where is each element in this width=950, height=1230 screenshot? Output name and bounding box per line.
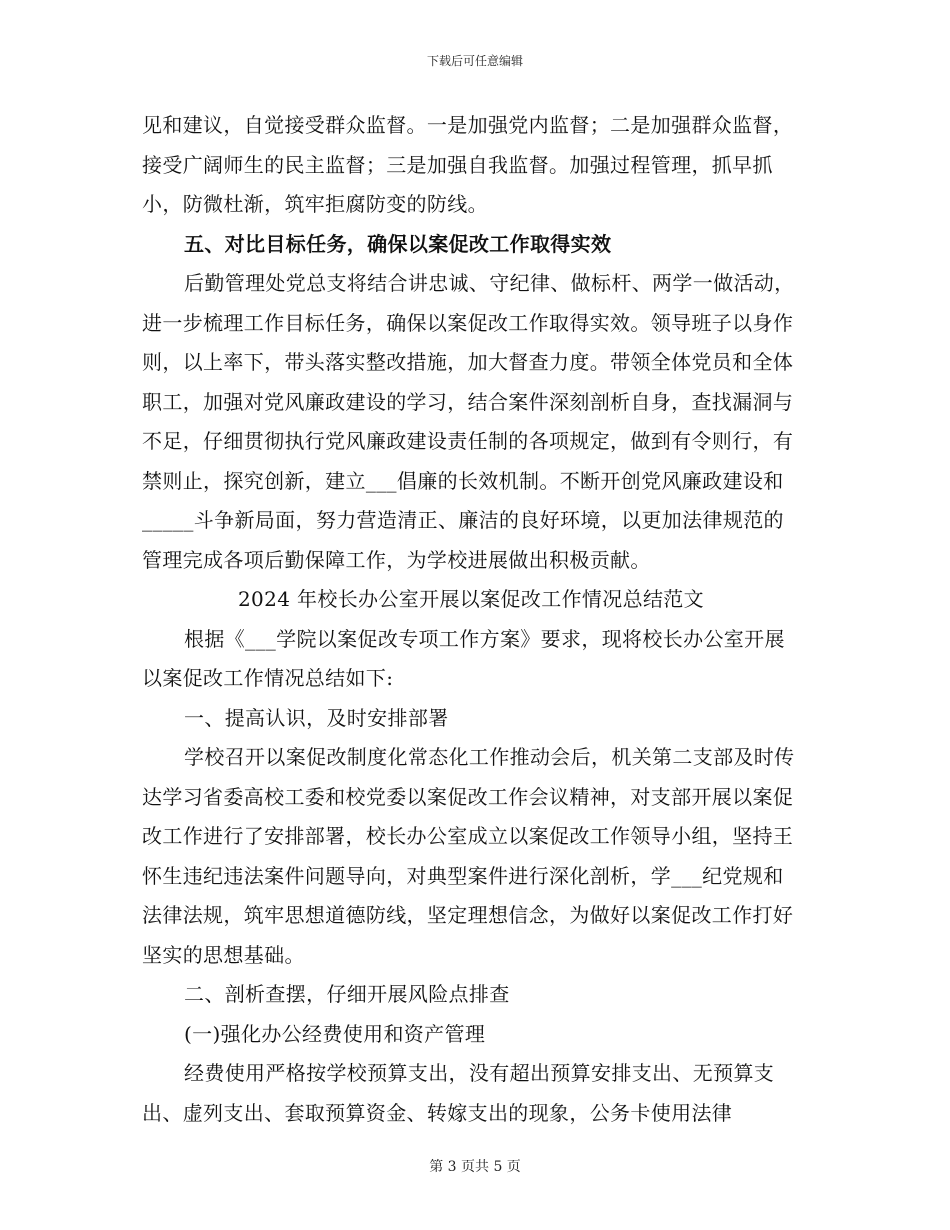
subsection-heading: (一)强化办公经费使用和资产管理	[184, 1021, 486, 1046]
paragraph: 学校召开以案促改制度化常态化工作推动会后，机关第二支部及时传达学习省委高校工委和校党委以案促改工作会议精神，对支部开展以案促改工作进行了安排部署，校长办公室成立以案促改工作领导小组，坚持王怀生违纪违法案件问题导向，对典型案件进行深化剖析，学___纪党规和法律法规，筑牢思想道德防线，坚定理想信念，为做好以案促改工作打好坚实的思想基础。	[142, 745, 795, 967]
section-heading: 一、提高认识，及时安排部署	[184, 705, 449, 730]
document-body	[142, 106, 800, 1133]
section-heading: 二、剖析查摆，仔细开展风险点排查	[184, 982, 510, 1006]
document-title: 2024 年校长办公室开展以案促改工作情况总结范文	[237, 587, 704, 611]
paragraph: 根据《___学院以案促改专项工作方案》要求，现将校长办公室开展以案促改工作情况总结如下:	[142, 626, 785, 690]
paragraph: 后勤管理处党总支将结合讲忠诚、守纪律、做标杆、两学一做活动，进一步梳理工作目标任务，确保以案促改工作取得实效。领导班子以身作则，以上率下，带头落实整改措施，加大督查力度。带领全体党员和全体职工，加强对党风廉政建设的学习，结合案件深刻剖析自身，查找漏洞与不足，仔细贯彻执行党风廉政建设责任制的各项规定，做到有令则行，有禁则止，探究创新，建立___倡廉的长效机制。不断开创党风廉政建设和_____斗争新局面，努力营造清正、廉洁的良好环境，以更加法律规范的管理完成各项后勤保障工作，为学校进展做出积极贡献。	[142, 271, 795, 572]
page-header: 下载后可任意编辑	[426, 54, 523, 68]
paragraph: 经费使用严格按学校预算支出，没有超出预算安排支出、无预算支出、虚列支出、套取预算资金、转嫁支出的现象，公务卡使用法律	[142, 1061, 775, 1125]
page-footer: 第 3 页共 5 页	[429, 1159, 521, 1175]
paragraph: 见和建议，自觉接受群众监督。一是加强党内监督；二是加强群众监督，接受广阔师生的民主监督；三是加强自我监督。加强过程管理，抓早抓小，防微杜渐，筑牢拒腐防变的防线。	[142, 113, 794, 216]
section-heading: 五、对比目标任务，确保以案促改工作取得实效	[184, 231, 612, 256]
